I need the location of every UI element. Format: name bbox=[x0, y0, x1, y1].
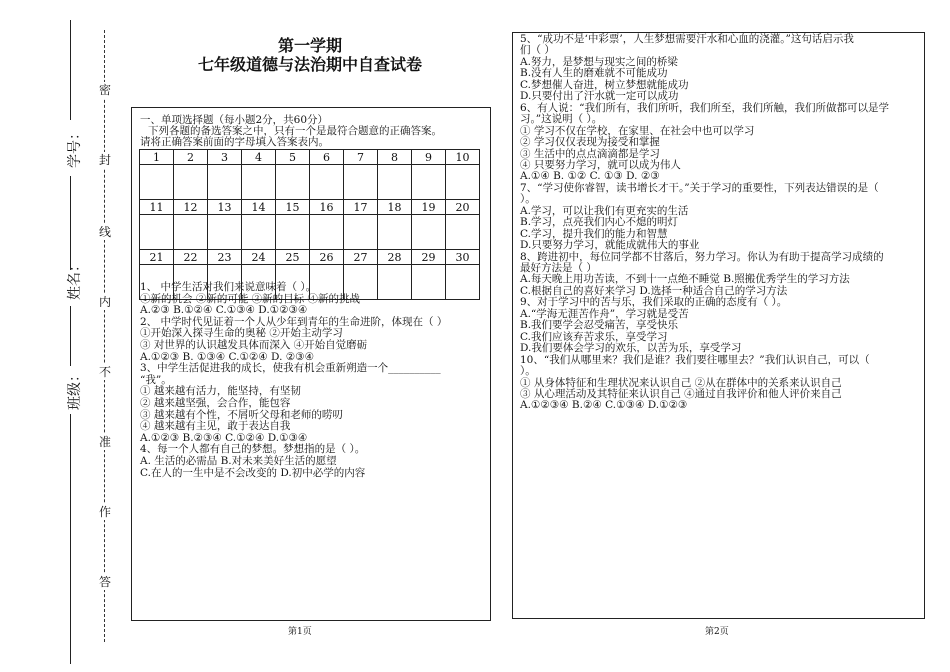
seal-char-8: 答 bbox=[98, 575, 111, 589]
seal-char-2: 封 bbox=[98, 153, 111, 167]
answer-number-cell: 20 bbox=[446, 200, 480, 215]
question-line: C.梦想催人奋进，树立梦想就能成功 bbox=[520, 78, 689, 91]
question-line: ① 学习不仅在学校，在家里、在社会中也可以学习 bbox=[520, 124, 755, 137]
answer-blank-cell[interactable] bbox=[446, 265, 480, 300]
answer-number-cell: 15 bbox=[276, 200, 310, 215]
answer-blank-cell[interactable] bbox=[208, 165, 242, 200]
question-line: A.①②③④ B.②④ C.①③④ D.①②③ bbox=[520, 399, 688, 412]
answer-blank-cell[interactable] bbox=[140, 215, 174, 250]
seal-line bbox=[104, 30, 105, 642]
question-line: ① 从身体特征和生理状况来认识自己 ②从在群体中的关系来认识自己 bbox=[520, 376, 842, 389]
question-line: A.①②③ B.②③④ C.①②④ D.①③④ bbox=[140, 431, 308, 444]
answer-number-cell: 14 bbox=[242, 200, 276, 215]
answer-number-cell: 13 bbox=[208, 200, 242, 215]
question-line: A.①④ B. ①② C. ①③ D. ②③ bbox=[520, 170, 660, 183]
answer-blank-cell[interactable] bbox=[378, 215, 412, 250]
answer-number-cell: 6 bbox=[310, 150, 344, 165]
binding-line-bottom bbox=[70, 414, 71, 664]
seal-char-3: 线 bbox=[98, 225, 111, 239]
answer-number-cell: 18 bbox=[378, 200, 412, 215]
question-line: ③ 越来越有个性，不屑听父母和老师的唠叨 bbox=[140, 408, 343, 421]
question-line: C.学习，提升我们的能力和智慧 bbox=[520, 227, 668, 240]
answer-number-cell: 9 bbox=[412, 150, 446, 165]
answer-blank-cell[interactable] bbox=[446, 165, 480, 200]
binding-line-mid1 bbox=[70, 176, 71, 270]
answer-blank-cell[interactable] bbox=[412, 265, 446, 300]
binding-line-mid2 bbox=[70, 306, 71, 366]
answer-number-cell: 11 bbox=[140, 200, 174, 215]
question-line: ）。 bbox=[520, 193, 536, 206]
question-line: 8、跨进初中，每位同学都不甘落后，努力学习。你认为有助于提高学习成绩的 bbox=[520, 250, 884, 263]
answer-table bbox=[139, 149, 480, 300]
answer-number-cell: 7 bbox=[344, 150, 378, 165]
question-line: 2、 中学时代见证着一个人从少年到青年的生命进阶，体现在（ ） bbox=[140, 315, 448, 328]
answer-number-cell: 8 bbox=[378, 150, 412, 165]
question-line: C.根据自己的喜好来学习 D.选择一种适合自己的学习方法 bbox=[520, 284, 788, 297]
answer-number-cell: 27 bbox=[344, 250, 378, 265]
answer-blank-cell[interactable] bbox=[412, 215, 446, 250]
question-line: A. 生活的必需品 B.对未来美好生活的愿望 bbox=[140, 455, 337, 467]
question-line: 7、“学习使你睿智，读书增长才干。”关于学习的重要性，下列表达错误的是（ bbox=[520, 181, 879, 194]
binding-line-top bbox=[70, 20, 71, 120]
answer-blank-cell[interactable] bbox=[412, 165, 446, 200]
section1-instruction-1: 下列各题的备选答案之中，只有一个是最符合题意的正确答案。 bbox=[148, 125, 442, 137]
answer-number-cell: 30 bbox=[446, 250, 480, 265]
question-line: 习。”这说明（ ）。 bbox=[520, 113, 603, 126]
answer-blank-cell[interactable] bbox=[378, 165, 412, 200]
answer-number-cell: 17 bbox=[344, 200, 378, 215]
question-line: 们（ ） bbox=[520, 44, 555, 57]
question-line: C.我们应该弃苦求乐，享受学习 bbox=[520, 330, 668, 343]
question-line: C.在人的一生中是不会改变的 D.初中必学的内容 bbox=[140, 466, 366, 479]
question-line: ③ 生活中的点点滴滴都是学习 bbox=[520, 147, 660, 160]
seal-char-7: 作 bbox=[98, 505, 111, 519]
question-line: D.我们要体会学习的欢乐，以苦为乐，享受学习 bbox=[520, 342, 742, 355]
question-line: A.学习，可以让我们有更充实的生活 bbox=[520, 204, 689, 217]
question-line: ④ 越来越有主见，敢于表达自我 bbox=[140, 420, 291, 433]
answer-number-cell: 26 bbox=[310, 250, 344, 265]
exam-term: 第一学期 bbox=[277, 36, 342, 55]
answer-number-cell: 22 bbox=[174, 250, 208, 265]
question-line: A.每天晚上用功苦读，不到十一点绝不睡觉 B.照搬优秀学生的学习方法 bbox=[520, 273, 850, 286]
answer-number-cell: 3 bbox=[208, 150, 242, 165]
question-line: ③ 从心理活动及其特征来认识自己 ④通过自我评价和他人评价来自己 bbox=[520, 387, 842, 400]
question-line: A.努力，是梦想与现实之间的桥梁 bbox=[520, 55, 678, 68]
answer-blank-cell[interactable] bbox=[276, 215, 310, 250]
answer-blank-cell[interactable] bbox=[446, 215, 480, 250]
answer-blank-cell[interactable] bbox=[174, 165, 208, 200]
question-line: 3、中学生活促进我的成长，使我有机会重新朔造一个__________ bbox=[140, 362, 441, 375]
seal-char-6: 准 bbox=[98, 435, 111, 449]
question-line: 9、对于学习中的苦与乐，我们采取的正确的态度有（ ）。 bbox=[520, 296, 788, 309]
answer-number-cell: 12 bbox=[174, 200, 208, 215]
page1-number: 第1页 bbox=[288, 627, 312, 637]
answer-blank-cell[interactable] bbox=[344, 165, 378, 200]
answer-number-cell: 29 bbox=[412, 250, 446, 265]
answer-number-cell: 10 bbox=[446, 150, 480, 165]
question-line: 6、有人说：“我们所有，我们所听，我们所至，我们所触，我们所做都可以是学 bbox=[520, 101, 890, 114]
question-line: ①开始深入探寻生命的奥秘 ②开始主动学习 bbox=[140, 327, 343, 340]
answer-number-cell: 24 bbox=[242, 250, 276, 265]
answer-blank-cell[interactable] bbox=[310, 165, 344, 200]
question-line: 5、“成功不是‘中彩票’，人生梦想需要汗水和心血的浇灌。”这句话启示我 bbox=[520, 33, 854, 45]
question-line: 最好方法是（ ） bbox=[520, 262, 597, 274]
answer-number-cell: 19 bbox=[412, 200, 446, 215]
question-line: A.“学海无涯苦作舟”，学习就是受苦 bbox=[520, 307, 689, 320]
answer-number-cell: 23 bbox=[208, 250, 242, 265]
seal-char-4: 内 bbox=[98, 295, 111, 309]
answer-blank-cell[interactable] bbox=[344, 215, 378, 250]
question-line: ④ 只要努力学习，就可以成为伟人 bbox=[520, 158, 681, 171]
question-line: D.只要付出了汗水就一定可以成功 bbox=[520, 90, 679, 103]
answer-blank-cell[interactable] bbox=[310, 215, 344, 250]
student-id-label: 学号： bbox=[67, 126, 83, 168]
answer-number-cell: 16 bbox=[310, 200, 344, 215]
question-line: 4、每一个人都有自己的梦想。梦想指的是（ ）。 bbox=[140, 443, 366, 456]
answer-blank-cell[interactable] bbox=[242, 215, 276, 250]
class-label: 班级： bbox=[67, 368, 83, 410]
name-label: 姓名： bbox=[67, 258, 83, 300]
question-line: ② 学习仅仅表现为接受和掌握 bbox=[520, 136, 660, 149]
answer-number-cell: 25 bbox=[276, 250, 310, 265]
question-line: B.我们要学会忍受痛苦，享受快乐 bbox=[520, 319, 679, 332]
section1-instruction-2: 请将正确答案前面的字母填入答案表内。 bbox=[140, 136, 329, 148]
question-line: ）。 bbox=[520, 365, 536, 378]
answer-number-cell: 5 bbox=[276, 150, 310, 165]
question-line: D.只要努力学习，就能成就伟大的事业 bbox=[520, 239, 700, 252]
answer-blank-cell[interactable] bbox=[140, 165, 174, 200]
answer-blank-cell[interactable] bbox=[242, 165, 276, 200]
section1-heading: 一、单项选择题（每小题2分，共60分） bbox=[140, 114, 329, 126]
question-line: B.学习，点亮我们内心不熄的明灯 bbox=[520, 216, 679, 229]
seal-char-1: 密 bbox=[98, 83, 111, 97]
answer-number-cell: 4 bbox=[242, 150, 276, 165]
answer-blank-cell[interactable] bbox=[208, 215, 242, 250]
question-line: 10、“我们从哪里来？我们是谁？我们要往哪里去？”我们认识自己，可以（ bbox=[520, 353, 870, 366]
question-line: 1、 中学生活对我们来说意味着（ ）。 bbox=[140, 281, 317, 293]
answer-number-cell: 2 bbox=[174, 150, 208, 165]
question-line: “我”。 bbox=[140, 373, 172, 386]
answer-number-cell: 21 bbox=[140, 250, 174, 265]
question-line: A.①②③ B. ①③④ C.①②④ D. ②③④ bbox=[140, 350, 314, 363]
question-line: ①新的机会 ②新的可能 ③新的目标 ④新的挑战 bbox=[140, 292, 361, 305]
answer-blank-cell[interactable] bbox=[378, 265, 412, 300]
answer-number-cell: 1 bbox=[140, 150, 174, 165]
question-line: ① 越来越有活力，能坚持，有坚韧 bbox=[140, 385, 301, 398]
seal-char-5: 不 bbox=[98, 365, 111, 379]
question-line: B.没有人生的磨难就不可能成功 bbox=[520, 67, 668, 80]
exam-title: 七年级道德与法治期中自查试卷 bbox=[197, 55, 422, 74]
question-line: A.②③ B.①②④ C.①③④ D.①②③④ bbox=[140, 304, 308, 317]
question-line: ② 越来越坚强，会合作，能包容 bbox=[140, 397, 291, 409]
answer-blank-cell[interactable] bbox=[174, 215, 208, 250]
page2-number: 第2页 bbox=[705, 627, 729, 637]
answer-blank-cell[interactable] bbox=[276, 165, 310, 200]
answer-number-cell: 28 bbox=[378, 250, 412, 265]
question-line: ③ 对世界的认识越发具体而深入 ④开始自觉磨砺 bbox=[140, 339, 368, 351]
